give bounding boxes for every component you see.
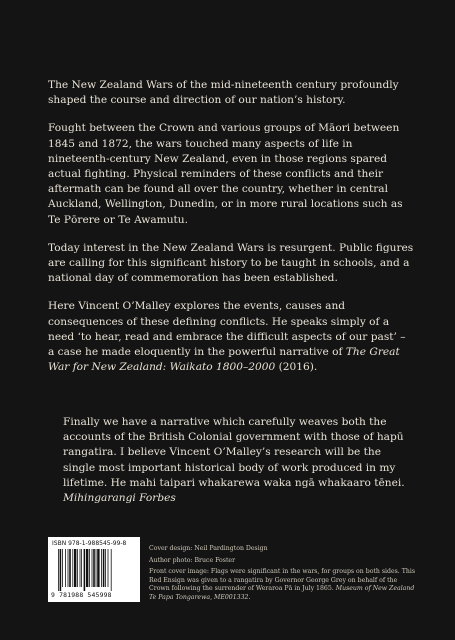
blurb-paragraph-1: The New Zealand Wars of the mid-nineteenth century profoundly shaped the course and direction of our nation’s history. — [48, 79, 399, 107]
front-cover-credit — [149, 568, 419, 602]
barcode-bar — [89, 549, 90, 587]
credits — [149, 545, 419, 606]
barcode-bar — [77, 549, 78, 587]
barcode-bar — [62, 549, 63, 587]
barcode-bar — [65, 549, 66, 587]
barcode-bars — [58, 549, 132, 591]
barcode-bar — [68, 549, 69, 587]
isbn-label: ISBN 978-1-988545-99-8 — [52, 540, 127, 547]
blurb-paragraph-4-text: Here Vincent O’Malley explores the events, causes and consequences of these defining conflicts. He speaks simply of a need ‘to hear, read and embrace the difficult aspects of our past’ – a case he made eloquently in the powerful narrative of — [48, 300, 406, 359]
barcode-bar — [72, 549, 73, 587]
blurb-paragraph-4 — [48, 299, 414, 375]
barcode-bar — [93, 549, 95, 587]
endorsement-quote — [63, 415, 414, 506]
barcode-bar — [69, 549, 71, 587]
blurb-paragraph-4-suffix: (2016). — [275, 361, 318, 374]
front-cover-text: Front cover image: Flags were significant in the wars, for groups on both sides. This Red Ensign was given to a rangatira by Governor George Grey on behalf of the Crown following the surrender of Weraroa Pā in July 1865. — [149, 568, 416, 593]
barcode-bar — [96, 549, 97, 587]
cover-design-credit: Cover design: Neil Pardington Design — [149, 545, 268, 552]
barcode-bar — [101, 549, 102, 587]
barcode-bar — [105, 549, 106, 587]
book-title-reference: The Great War for New Zealand: Waikato 1800–2000 — [48, 346, 400, 374]
blurb — [48, 78, 414, 388]
barcode-bar — [60, 549, 62, 591]
barcode-bar — [111, 549, 112, 591]
barcode-bar — [74, 549, 76, 587]
barcode-bar — [86, 549, 88, 587]
quote-attribution: Mihingarangi Forbes — [63, 492, 176, 505]
author-photo-credit: Author photo: Bruce Foster — [149, 556, 236, 564]
isbn-barcode — [48, 537, 140, 602]
blurb-paragraph-3: Today interest in the New Zealand Wars is resurgent. Public figures are calling for this significant history to be taught in schools, and a national day of commemoration has been established. — [48, 241, 414, 285]
barcode-bar — [80, 549, 81, 587]
barcode-bar — [58, 549, 59, 591]
museum-credit: Museum of New Zealand Te Papa Tongarewa, ME001332. — [149, 585, 415, 601]
barcode-digits: 9 781988 545998 — [51, 591, 112, 599]
barcode-bar — [108, 549, 109, 587]
barcode-bar — [97, 549, 99, 587]
barcode-bar — [103, 549, 105, 587]
barcode-bar — [92, 549, 93, 587]
barcode-bar — [84, 549, 86, 591]
blurb-paragraph-2: Fought between the Crown and various groups of Māori between 1845 and 1872, the wars touched many aspects of life in nineteenth-century New Zealand, even in those regions spared actual fighting. Physical reminders of these conflicts and their aftermath can be found all over the country, whether in central Auckland, Wellington, Dunedin, or in more rural locations such as Te Pōrere or Te Awamutu. — [48, 122, 403, 226]
quote-text: Finally we have a narrative which carefully weaves both the accounts of the British Colonial government with those of hapū rangatira. I believe Vincent O’Malley’s research will be the single most important historical body of work produced in my lifetime. He mahi taipari whakarewa waka ngā whakaaro tēnei. — [63, 416, 405, 489]
barcode-bar — [81, 549, 82, 587]
